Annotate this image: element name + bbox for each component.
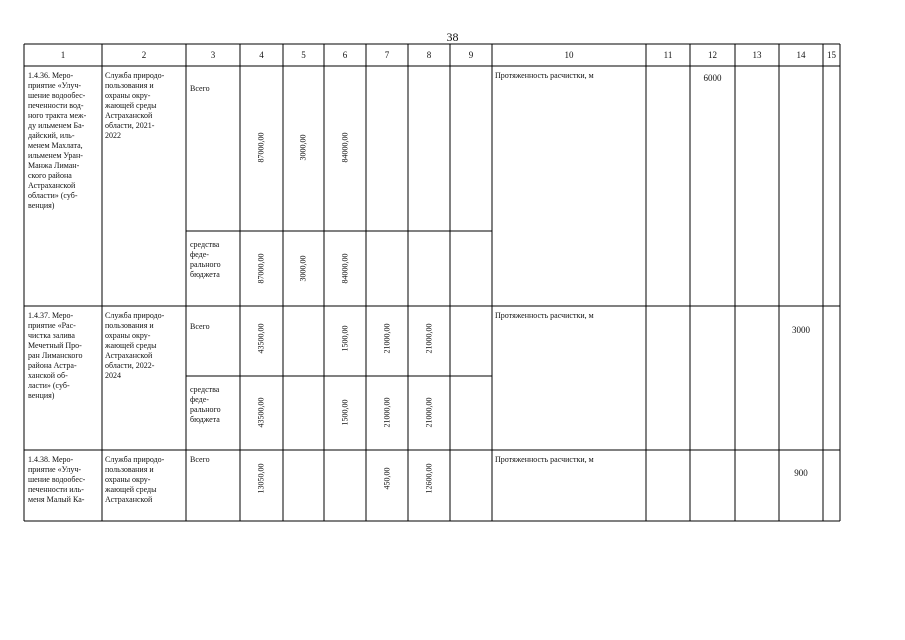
value-col4: 13050,00	[256, 463, 266, 494]
value-col7: 21000,00	[382, 397, 392, 428]
value-col4: 43500,00	[256, 397, 266, 428]
indicator-name: Протяженность расчистки, м	[495, 71, 594, 80]
table-row-name: 1.4.37. Меро- приятие «Рас- чистка залива Мечетный Про- ран Лиманского района Астра- ханской об- ласти» (суб- венция)	[28, 311, 83, 400]
funding-label-total: Всего	[190, 84, 210, 93]
value-col7: 21000,00	[382, 323, 392, 354]
value-col4: 87000,00	[256, 253, 266, 284]
value-col5: 3000,00	[298, 255, 308, 282]
value-col5: 3000,00	[298, 134, 308, 161]
table-row-executor: Служба природо- пользования и охраны окру- жающей среды Астраханской области, 2022- 2024	[105, 311, 165, 380]
col-header-13: 13	[752, 50, 762, 60]
funding-label-total: Всего	[190, 455, 210, 464]
table-row-executor: Служба природо- пользования и охраны окру- жающей среды Астраханской	[105, 455, 165, 504]
col-header-3: 3	[210, 50, 216, 60]
indicator-name: Протяженность расчистки, м	[495, 311, 594, 320]
col-header-11: 11	[663, 50, 673, 60]
col-header-12: 12	[708, 50, 717, 60]
value-col6: 84000,00	[340, 253, 350, 284]
indicator-name: Протяженность расчистки, м	[495, 455, 594, 464]
funding-label-federal: средства феде- рального бюджета	[190, 240, 221, 279]
value-col8: 12600,00	[424, 463, 434, 494]
value-col8: 21000,00	[424, 397, 434, 428]
value-col4: 43500,00	[256, 323, 266, 354]
col-header-5: 5	[301, 50, 306, 60]
page-number: 38	[446, 30, 459, 44]
table-row-name: 1.4.38. Меро- приятие «Улуч- шение водообес- печенности иль- меня Малый Ка-	[28, 455, 86, 504]
value-col7: 450,00	[382, 467, 392, 490]
table-row-name: 1.4.36. Меро- приятие «Улуч- шение водообес- печенности вод- ного тракта меж- ду ильменем Ба- дайский, иль- менем Махлата, ильменем Уран- Манжа Лиман- ского района Астраханской области» (суб- венция)	[28, 71, 87, 210]
table-row-executor: Служба природо- пользования и охраны окру- жающей среды Астраханской области, 2021- 2022	[105, 71, 165, 140]
value-col4: 87000,00	[256, 132, 266, 163]
col-header-7: 7	[384, 50, 390, 60]
value-col6: 1500,00	[340, 325, 350, 352]
value-col14: 3000	[792, 325, 810, 335]
col-header-15: 15	[827, 50, 836, 60]
funding-label-federal: средства феде- рального бюджета	[190, 385, 221, 424]
value-col6: 1500,00	[340, 399, 350, 426]
col-header-10: 10	[564, 50, 574, 60]
value-col14: 900	[794, 468, 808, 478]
col-header-1: 1	[60, 50, 66, 60]
funding-label-total: Всего	[190, 322, 210, 331]
value-col12: 6000	[703, 73, 722, 83]
col-header-8: 8	[426, 50, 432, 60]
col-header-6: 6	[342, 50, 348, 60]
col-header-14: 14	[796, 50, 806, 60]
col-header-2: 2	[141, 50, 147, 60]
col-header-4: 4	[259, 50, 264, 60]
col-header-9: 9	[468, 50, 474, 60]
value-col8: 21000,00	[424, 323, 434, 354]
value-col6: 84000,00	[340, 132, 350, 163]
